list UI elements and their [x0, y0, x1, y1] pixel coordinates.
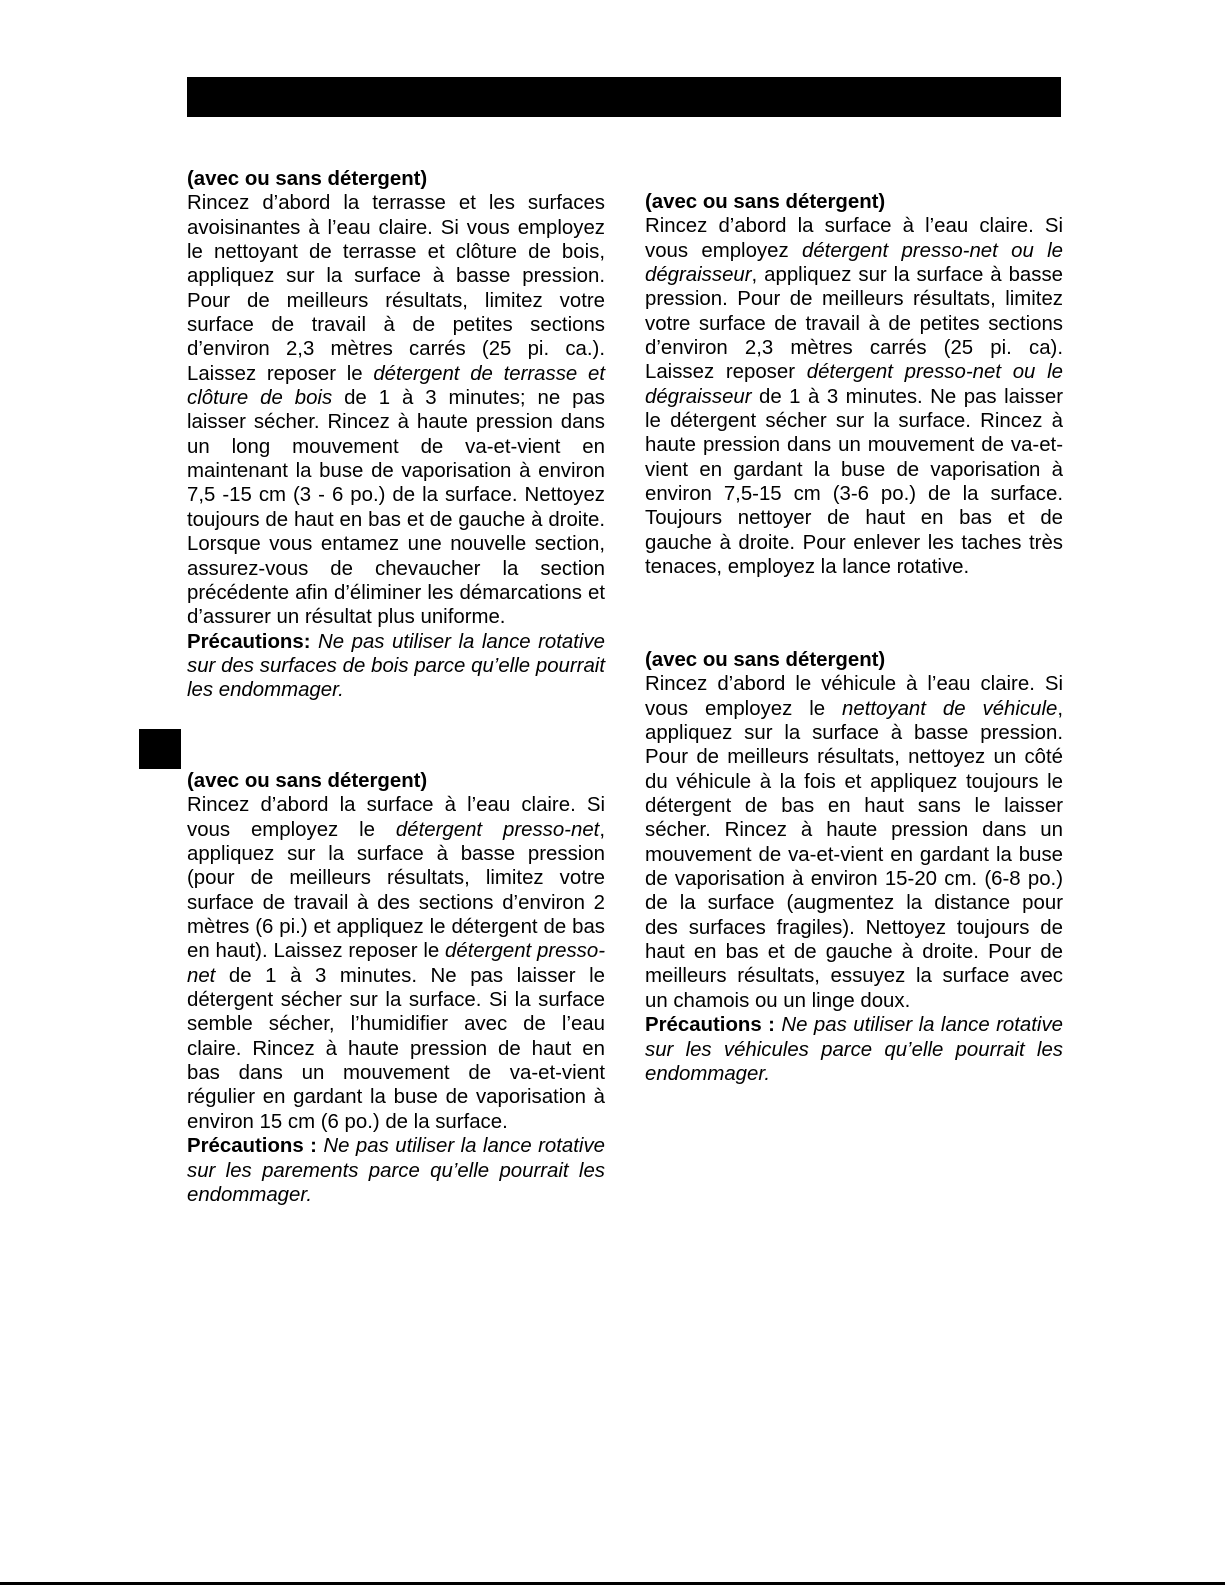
- siding-text-3: de 1 à 3 minutes. Ne pas laisser le détergent sécher sur la surface. Si la surface semble sécher, l’humidifier avec de l’eau claire. Rincez à haute pression de haut en bas dans un mouvement de va-et-vient régulier en gardant la buse de vaporisation à environ 15 cm (6 po.) de la surface.: [187, 964, 605, 1133]
- siding-caution-text: Ne pas utiliser la lance rotative sur les parements parce qu’elle pourrait les endommager.: [187, 1135, 605, 1206]
- concrete-text-1: Rincez d’abord la surface à l’eau claire. Si vous employez: [645, 215, 1063, 262]
- concrete-detergent-name-2: détergent presso-net ou le dégraisseur: [645, 361, 1064, 408]
- concrete-text-3: de 1 à 3 minutes. Ne pas laisser le détergent sécher sur la surface. Rincez à haute pression dans un mouvement de va-et-vient en gardant la buse de vaporisation à environ 7,5-15 cm (3-6 po.) de la surface. Toujours nettoyer de haut en bas et de gauche à droite. Pour enlever les taches très tenaces, employez la lance rotative.: [645, 385, 1063, 579]
- wood-deck-caution: [187, 630, 605, 703]
- wood-deck-instructions: [187, 191, 605, 629]
- vehicle-text-2: , appliquez sur la surface à basse pression. Pour de meilleurs résultats, nettoyez un côté du véhicule à la fois et appliquez toujours le détergent de bas en haut sans le laisser sécher. Rincez à haute pression dans un mouvement de va-et-vient en gardant la buse de vaporisation à environ 15-20 cm. (6-8 po.) de la surface (augmentez la distance pour des surfaces fragiles). Nettoyez toujours de haut en bas et de gauche à droite. Pour de meilleurs résultats, essuyez la surface avec un chamois ou un linge doux.: [645, 697, 1063, 1012]
- vehicle-subtitle: (avec ou sans détergent): [645, 649, 886, 671]
- siding-text-2: , appliquez sur la surface à basse pression (pour de meilleurs résultats, limitez votre surface de travail à des sections d’environ 2 mètres (6 pi.) et appliquez le détergent de bas en haut). Laissez reposer le: [187, 818, 605, 963]
- vehicle-text-1: Rincez d’abord le véhicule à l’eau claire. Si vous employez le: [645, 673, 1063, 720]
- concrete-detergent-name-1: détergent presso-net ou le dégraisseur: [645, 239, 1063, 287]
- concrete-text-2: , appliquez sur la surface à basse pression. Pour de meilleurs résultats, limitez votre surface de travail à de petites sections d’environ 2,3 mètres carrés (25 pi. ca). Laissez reposer: [645, 264, 1063, 384]
- siding-caution: [187, 1134, 605, 1207]
- wood-deck-text-2: de 1 à 3 minutes; ne pas laisser sécher. Rincez à haute pression dans un long mouvement de va-et-vient en maintenant la buse de vaporisation à environ 7,5 -15 cm (3 - 6 po.) de la surface. Nettoyez toujours de haut en bas et de gauche à droite. Lorsque vous entamez une nouvelle section, assurez-vous de chevaucher la section précédente afin d’éliminer les démarcations et d’assurer un résultat plus uniforme.: [187, 387, 605, 629]
- siding-instructions: [187, 793, 605, 1134]
- concrete-section: [645, 190, 1063, 580]
- wood-deck-subtitle: (avec ou sans détergent): [187, 168, 428, 190]
- vehicle-caution: [645, 1013, 1063, 1086]
- wood-deck-detergent-name: détergent de terrasse et clôture de bois: [187, 362, 605, 410]
- siding-section: [187, 769, 605, 1207]
- siding-caution-label: Précautions :: [187, 1135, 317, 1158]
- wood-deck-section: [187, 167, 605, 703]
- section-tab-marker: [139, 729, 181, 769]
- siding-detergent-name-1: détergent presso-net: [395, 818, 600, 841]
- wood-deck-text-1: Rincez d’abord la terrasse et les surfaces avoisinantes à l’eau claire. Si vous employez le nettoyant de terrasse et clôture de bois, appliquez sur la surface à basse pression. Pour de meilleurs résultats, limitez votre surface de travail à de petites sections d’environ 2,3 mètres carrés (25 pi. ca.). Laissez reposer le: [187, 192, 605, 385]
- concrete-subtitle: (avec ou sans détergent): [645, 191, 886, 213]
- concrete-instructions: [645, 214, 1063, 579]
- vehicle-instructions: [645, 672, 1063, 1013]
- vehicle-cleaner-name: nettoyant de véhicule: [842, 697, 1058, 720]
- wood-deck-caution-text: Ne pas utiliser la lance rotative sur des surfaces de bois parce qu’elle pourrait les endommager.: [187, 630, 605, 702]
- vehicle-caution-label: Précautions :: [645, 1014, 775, 1037]
- wood-deck-caution-label: Précautions:: [187, 630, 311, 653]
- siding-subtitle: (avec ou sans détergent): [187, 770, 428, 792]
- siding-detergent-name-2: détergent presso-net: [187, 940, 605, 987]
- vehicle-caution-text: Ne pas utiliser la lance rotative sur les véhicules parce qu’elle pourrait les endommager.: [645, 1014, 1063, 1085]
- vehicle-section: [645, 648, 1063, 1086]
- siding-text-1: Rincez d’abord la surface à l’eau claire. Si vous employez le: [187, 794, 605, 841]
- header-bar: [187, 77, 1061, 117]
